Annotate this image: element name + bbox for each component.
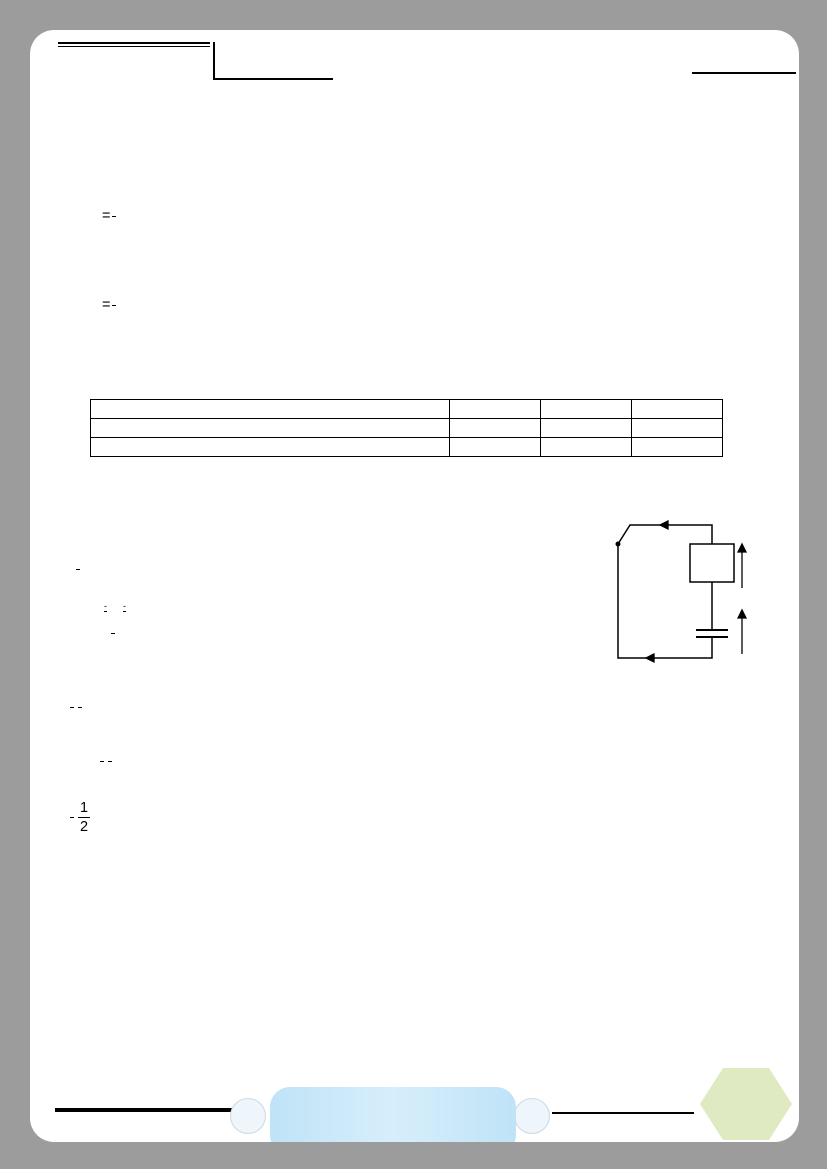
- header-rule-right: [692, 72, 796, 74]
- footer-logo-left: [230, 1098, 266, 1134]
- uC-arrow-head: [738, 610, 746, 618]
- uR-arrow-head: [738, 544, 746, 552]
- section-c-t1-result: =: [102, 285, 118, 325]
- document-page: [30, 30, 799, 1142]
- switch-contact: [616, 542, 621, 547]
- electron-arrow-head: [646, 654, 654, 662]
- tau-prime-line: [98, 738, 114, 784]
- header-rule-bottom: [213, 78, 333, 80]
- alpha-line: [74, 547, 82, 591]
- current-arrow-head: [660, 521, 668, 529]
- theta-line: [68, 684, 84, 730]
- footer-logo-right: [514, 1098, 550, 1134]
- footer-rule-right: [552, 1112, 694, 1114]
- voltage-arrows: [646, 521, 746, 662]
- table-row: [91, 419, 723, 438]
- bac-math-logo: [700, 1068, 792, 1140]
- header-rule-top: [58, 42, 210, 44]
- bac-mourajaa-badge[interactable]: [270, 1087, 516, 1142]
- resistor-box: [690, 544, 734, 582]
- header-vbar: [213, 42, 215, 80]
- table-row: [91, 438, 723, 457]
- section-c-t0-result: =: [102, 196, 118, 236]
- voltage-table: [90, 399, 723, 457]
- uc-expression-line: - -: [102, 605, 128, 657]
- footer-rule-left: [55, 1108, 237, 1112]
- table-header-row: [91, 400, 723, 419]
- rc-circuit-diagram: [586, 482, 796, 692]
- energy-line: $\frac{1}{2}$: [68, 794, 92, 840]
- header-rule-top2: [58, 46, 210, 47]
